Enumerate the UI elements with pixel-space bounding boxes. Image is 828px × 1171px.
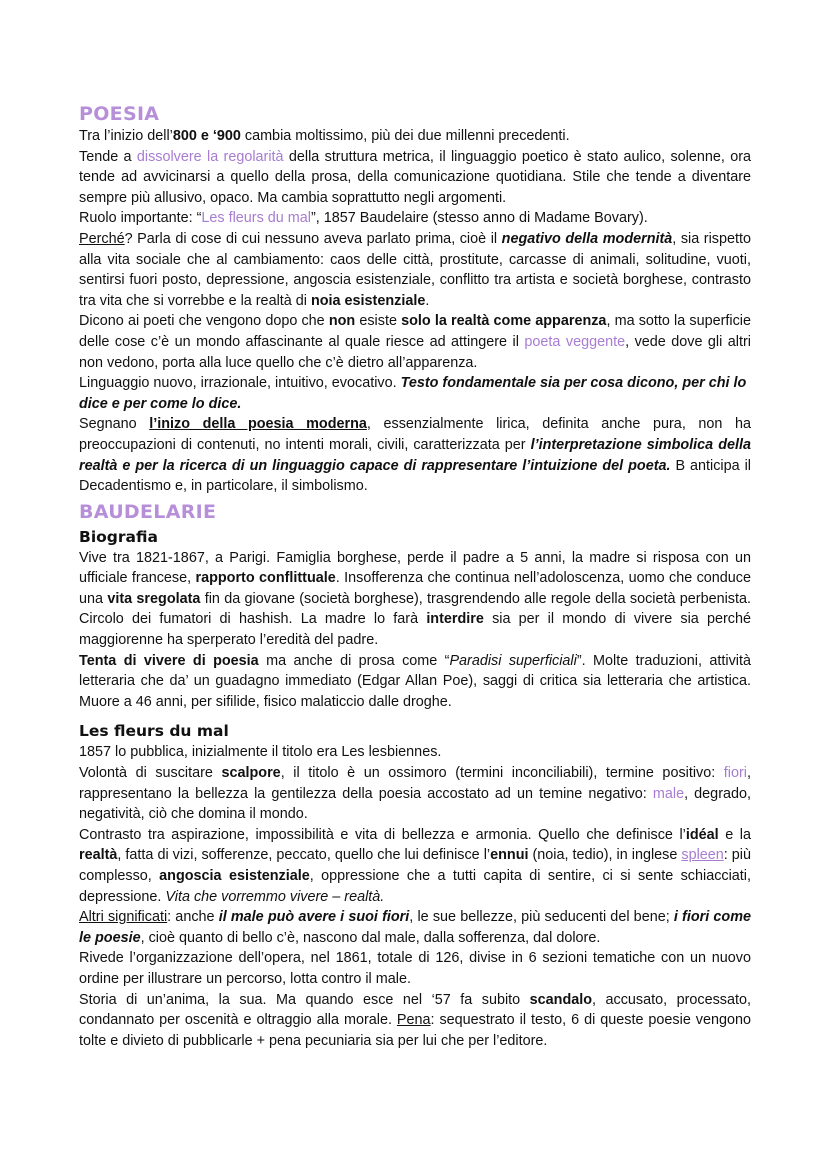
paragraph-fleurs-4: Altri significati: anche il male può avere i suoi fiori, le sue bellezze, più seducenti del bene; i fiori come le poesie, cioè quanto di bello c’è, nascono dal male, dalla sofferenza, dal dolore. <box>79 909 751 946</box>
heading-biografia: Biografia <box>79 527 158 546</box>
paragraph-fleurs-6: Storia di un’anima, la sua. Ma quando esce nel ‘57 fa subito scandalo, accusato, processato, condannato per oscenità e oltraggio alla morale. Pena: sequestrato il testo, 6 di queste poesie vengono tolte e divieto di pubblicarle + pena pecuniaria sia per lui che per l’editore. <box>79 991 751 1049</box>
paragraph-poesia-2: Tende a dissolvere la regolarità della struttura metrica, il linguaggio poetico è stato aulico, solenne, ora tende ad avvicinarsi a quello della prosa, della comunicazione quotidiana. Stile che tende a diventare sempre più allusivo, opaco. Ma cambia soprattutto negli argomenti. <box>79 148 752 206</box>
paragraph-bio-2: Tenta di vivere di poesia ma anche di prosa come “Paradisi superficiali”. Molte traduzioni, attività letteraria che da’ un guadagno immediato (Edgar Allan Poe), saggi di critica sia letteraria che artistica. Muore a 46 anni, per sifilide, fisico malaticcio dalle droghe. <box>79 652 751 710</box>
heading-baudelarie: BAUDELARIE <box>79 500 217 523</box>
heading-les-fleurs-du-mal: Les fleurs du mal <box>79 722 229 741</box>
paragraph-poesia-5: Dicono ai poeti che vengono dopo che non esiste solo la realtà come apparenza, ma sotto la superficie delle cose c’è un mondo affascinante al quale riesce ad attingere il poeta veggente, vede dove gli altri non vedono, porta alla luce quello che c’è dietro all’apparenza. <box>79 313 751 371</box>
paragraph-poesia-3: Ruolo importante: “Les fleurs du mal”, 1857 Baudelaire (stesso anno di Madame Bovary). <box>79 210 648 227</box>
paragraph-fleurs-3: Contrasto tra aspirazione, impossibilità e vita di bellezza e armonia. Quello che definisce l’idéal e la realtà, fatta di vizi, sofferenze, peccato, quello che lui definisce l’ennui (noia, tedio), in inglese spleen: più complesso, angoscia esistenziale, oppressione che a tutti capita di sentire, ci si sente schiacciati, depressione. Vita che vorremmo vivere – realtà. <box>79 826 752 905</box>
paragraph-poesia-4: Perché? Parla di cose di cui nessuno aveva parlato prima, cioè il negativo della modernità, sia rispetto alla vita sociale che al cambiamento: caos delle città, prostitute, carcasse di animali, solitudine, vuoti, sentirsi fuori posto, depressione, angoscia esistenziale, conflitto tra artista e società borghese, contrasto tra vita che si vorrebbe e la realtà di noia esistenziale. <box>79 230 751 309</box>
document-page <box>79 100 751 1051</box>
heading-poesia: POESIA <box>79 103 160 125</box>
paragraph-bio-1: Vive tra 1821-1867, a Parigi. Famiglia borghese, perde il padre a 5 anni, la madre si risposa con un ufficiale francese, rapporto conflittuale. Insofferenza che continua nell’adoloscenza, uomo che conduce una vita sregolata fin da giovane (società borghese), trasgrendendo alle regole della società perbenista. Circolo dei fumatori di hashish. La madre lo farà interdire sia per il mondo di vivere sia perché maggiorenne ha sperperato l’eredità del padre. <box>79 549 752 649</box>
paragraph-fleurs-5: Rivede l’organizzazione dell’opera, nel 1861, totale di 126, divise in 6 sezioni tematiche con un nuovo ordine per illustrare un percorso, lotta contro il male. <box>79 950 751 987</box>
paragraph-poesia-6: Linguaggio nuovo, irrazionale, intuitivo, evocativo. Testo fondamentale sia per cosa dicono, per chi lo dice e per come lo dice. <box>79 375 747 412</box>
paragraph-fleurs-1: 1857 lo pubblica, inizialmente il titolo era Les lesbiennes. <box>79 744 442 761</box>
paragraph-poesia-1: Tra l’inizio dell’800 e ‘900 cambia moltissimo, più dei due millenni precedenti. <box>79 128 570 144</box>
paragraph-poesia-7: Segnano l’inizo della poesia moderna, essenzialmente lirica, definita anche pura, non ha preoccupazioni di contenuti, no intenti morali, civili, caratterizzata per l’interpretazione simbolica della realtà e per la ricerca di un linguaggio capace di rappresentare l’intuizione del poeta. B anticipa il Decadentismo e, in particolare, il simbolismo. <box>79 416 751 495</box>
paragraph-fleurs-2: Volontà di suscitare scalpore, il titolo è un ossimoro (termini inconciliabili), termine positivo: fiori, rappresentano la bellezza la gentilezza della poesia accostato ad un temine negativo: male, degrado, negatività, ciò che domina il mondo. <box>79 765 751 823</box>
